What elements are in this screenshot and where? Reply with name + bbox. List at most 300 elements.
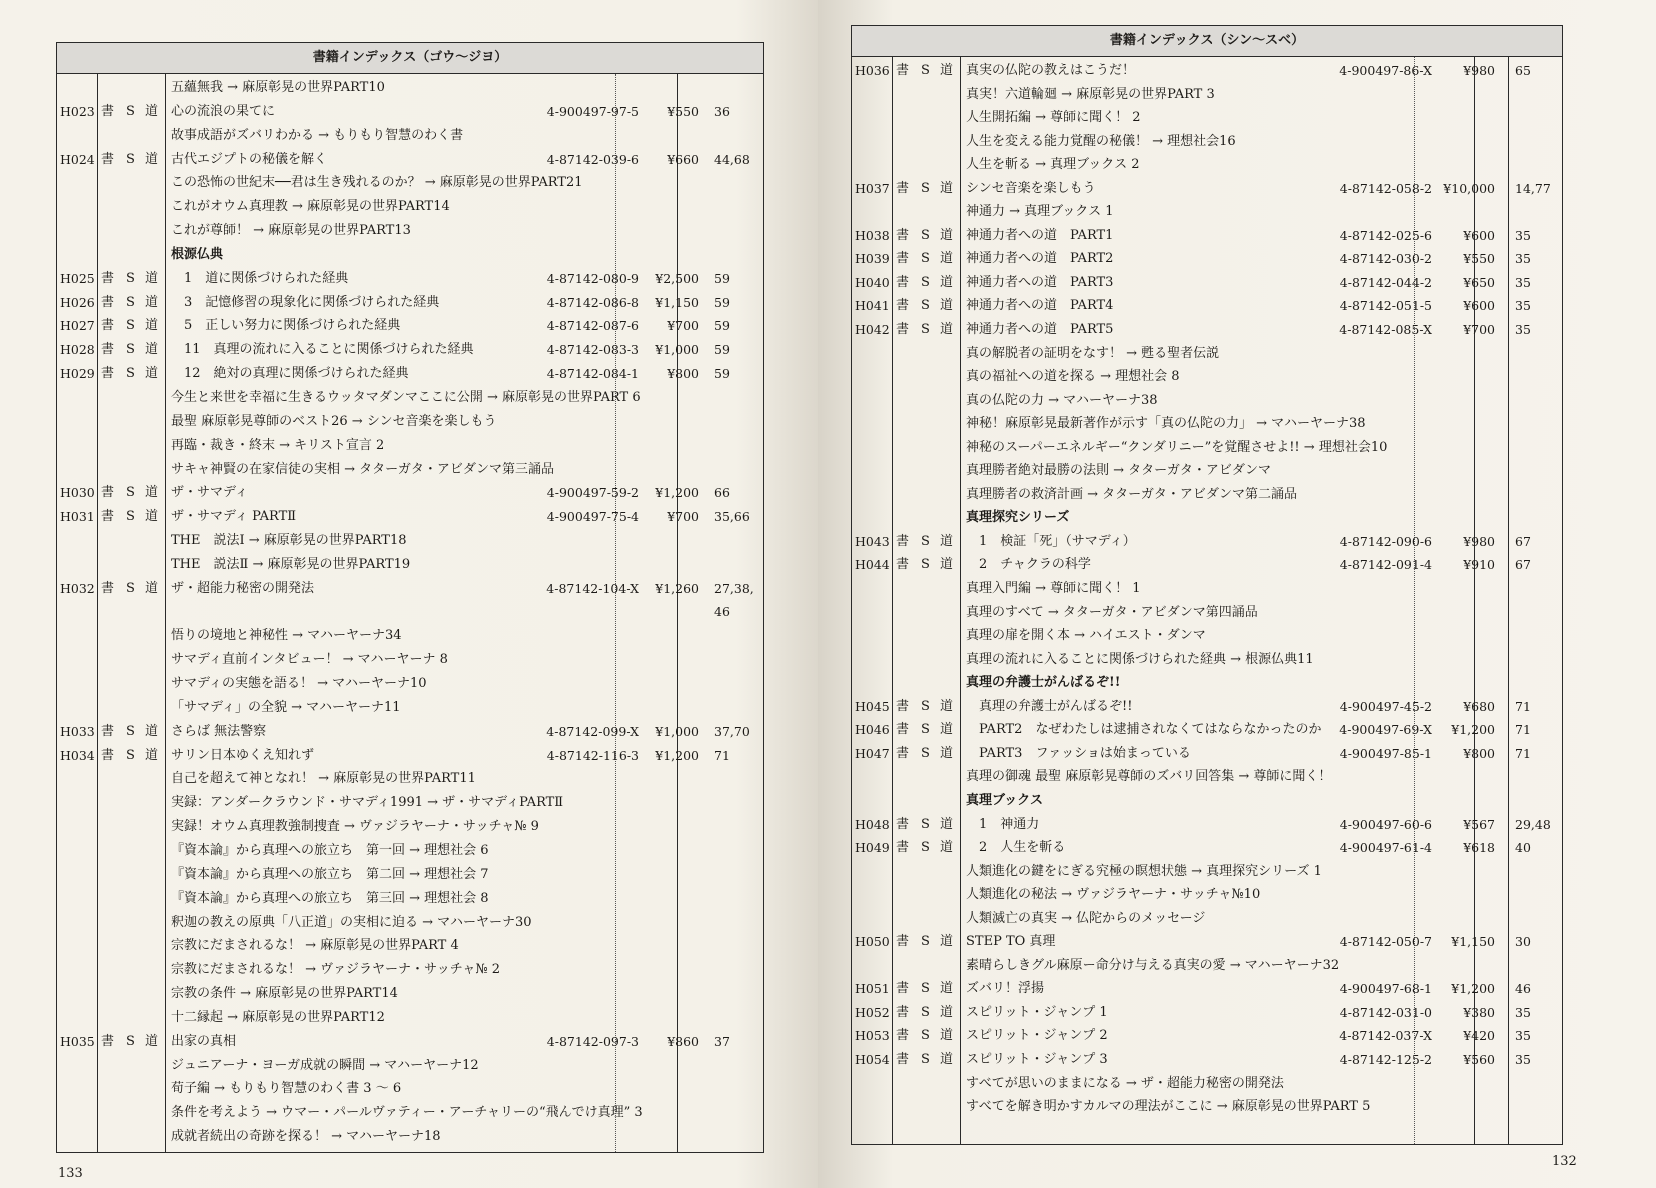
index-row bbox=[57, 410, 763, 434]
isbn: 4-87142-058-2 bbox=[1339, 180, 1432, 196]
book-code: H047 bbox=[855, 745, 890, 761]
media-mark: S bbox=[921, 274, 930, 290]
page-refs: 37 bbox=[714, 1033, 730, 1049]
book-title: 心の流浪の果てに bbox=[171, 103, 276, 119]
page-refs: 59 bbox=[714, 342, 730, 358]
index-row bbox=[57, 267, 763, 291]
media-mark: 書 bbox=[101, 151, 115, 167]
media-mark: 書 bbox=[101, 580, 115, 596]
book-code: H030 bbox=[60, 485, 95, 501]
book-title: 2 人生を斬る bbox=[966, 840, 1066, 856]
left-page bbox=[0, 0, 818, 1188]
price: ¥650 bbox=[1463, 274, 1495, 290]
index-row bbox=[852, 695, 1562, 719]
isbn: 4-900497-61-4 bbox=[1339, 840, 1432, 856]
price: ¥1,000 bbox=[655, 342, 699, 358]
index-row bbox=[57, 243, 763, 267]
book-title: 3 記憶修習の現象化に関係づけられた経典 bbox=[171, 294, 440, 310]
book-title: THE 説法Ⅰ → 麻原彰晃の世界PART18 bbox=[171, 533, 407, 549]
price: ¥2,500 bbox=[655, 270, 699, 286]
book-code: H054 bbox=[855, 1051, 890, 1067]
book-title: 人生を変える能力覚醒の秘儀！ → 理想社会16 bbox=[966, 133, 1236, 149]
index-row bbox=[57, 76, 763, 100]
index-row bbox=[852, 742, 1562, 766]
page-refs: 65 bbox=[1515, 63, 1531, 78]
index-row bbox=[57, 577, 763, 625]
page-refs: 30 bbox=[1515, 934, 1531, 950]
media-mark: 道 bbox=[145, 509, 159, 525]
isbn: 4-87142-025-6 bbox=[1339, 227, 1432, 243]
price: ¥1,200 bbox=[655, 485, 699, 501]
index-row bbox=[852, 294, 1562, 318]
price: ¥600 bbox=[1463, 298, 1495, 314]
index-row bbox=[57, 219, 763, 243]
isbn: 4-900497-85-1 bbox=[1339, 745, 1432, 761]
book-title: 神通力者への道 PART1 bbox=[966, 227, 1114, 243]
media-mark: S bbox=[126, 509, 135, 525]
media-mark: S bbox=[126, 294, 135, 310]
page-number: 133 bbox=[58, 1166, 83, 1181]
media-mark: 道 bbox=[940, 840, 954, 856]
book-title: スピリット・ジャンプ 3 bbox=[966, 1051, 1108, 1067]
isbn: 4-87142-037-X bbox=[1339, 1028, 1432, 1044]
media-mark: 書 bbox=[896, 533, 910, 549]
index-row bbox=[852, 365, 1562, 389]
media-mark: 道 bbox=[145, 580, 159, 596]
isbn: 4-87142-086-8 bbox=[546, 294, 639, 310]
page-refs: 67 bbox=[1515, 557, 1531, 573]
media-mark: S bbox=[921, 698, 930, 714]
index-row bbox=[57, 505, 763, 529]
book-title: 宗教の条件 → 麻原彰晃の世界PART14 bbox=[171, 986, 398, 1002]
book-title: 五蘊無我 → 麻原彰晃の世界PART10 bbox=[171, 80, 385, 95]
book-title: ザ・サマディ bbox=[171, 485, 248, 501]
index-row bbox=[57, 982, 763, 1006]
book-code: H027 bbox=[60, 318, 95, 334]
index-row bbox=[852, 459, 1562, 483]
book-code: H024 bbox=[60, 151, 95, 167]
book-title: さらば 無法警察 bbox=[171, 723, 267, 739]
media-mark: S bbox=[921, 745, 930, 761]
book-title: サマディ直前インタビュー！ → マハーヤーナ 8 bbox=[171, 652, 448, 668]
page-refs: 27,38, 46 bbox=[714, 580, 754, 619]
index-row bbox=[852, 813, 1562, 837]
media-mark: S bbox=[921, 981, 930, 997]
book-title: 神通力者への道 PART2 bbox=[966, 251, 1114, 267]
index-row bbox=[57, 124, 763, 148]
index-row bbox=[57, 1077, 763, 1101]
book-title: サキャ神賢の在家信徒の実相 → タターガタ・アビダンマ第三誦品 bbox=[171, 461, 555, 477]
media-mark: 道 bbox=[145, 270, 159, 286]
isbn: 4-900497-45-2 bbox=[1339, 698, 1432, 714]
book-code: H041 bbox=[855, 298, 890, 314]
index-row bbox=[57, 338, 763, 362]
isbn: 4-900497-69-X bbox=[1339, 722, 1432, 738]
book-title: 真実！六道輪廻 → 麻原彰晃の世界PART 3 bbox=[966, 86, 1215, 102]
book-title: この恐怖の世紀末──君は生き残れるのか？ → 麻原彰晃の世界PART21 bbox=[171, 175, 583, 191]
page-refs: 35 bbox=[1515, 274, 1531, 290]
media-mark: 道 bbox=[940, 1004, 954, 1020]
book-code: H038 bbox=[855, 227, 890, 243]
index-row bbox=[57, 434, 763, 458]
index-row bbox=[57, 791, 763, 815]
book-title: これがオウム真理教 → 麻原彰晃の世界PART14 bbox=[171, 199, 450, 215]
media-mark: 書 bbox=[896, 981, 910, 997]
book-title: 成就者続出の奇跡を探る！ → マハーヤーナ18 bbox=[171, 1129, 441, 1145]
price: ¥1,260 bbox=[655, 580, 699, 596]
price: ¥800 bbox=[1463, 745, 1495, 761]
media-mark: 書 bbox=[101, 366, 115, 382]
index-row bbox=[852, 200, 1562, 224]
index-row bbox=[852, 342, 1562, 366]
book-title: 条件を考えよう → ウマー・パールヴァティー・アーチャリーの“飛んでけ真理” 3 bbox=[171, 1105, 643, 1121]
book-code: H031 bbox=[60, 509, 95, 525]
book-title: 5 正しい努力に関係づけられた経典 bbox=[171, 318, 401, 334]
media-mark: 書 bbox=[896, 1028, 910, 1044]
book-title: 今生と来世を幸福に生きるウッタマダンマここに公開 → 麻原彰晃の世界PART 6 bbox=[171, 389, 641, 405]
book-title: スピリット・ジャンプ 1 bbox=[966, 1004, 1108, 1020]
index-row bbox=[852, 506, 1562, 530]
index-row bbox=[57, 887, 763, 911]
index-rows bbox=[852, 59, 1562, 1119]
book-title: 1 道に関係づけられた経典 bbox=[171, 270, 349, 286]
media-mark: S bbox=[921, 557, 930, 573]
book-title: 神秘のスーパーエネルギー“クンダリニー”を覚醒させよ!! → 理想社会10 bbox=[966, 439, 1388, 455]
media-mark: 書 bbox=[896, 698, 910, 714]
book-title: THE 説法Ⅱ → 麻原彰晃の世界PART19 bbox=[171, 556, 411, 572]
isbn: 4-900497-86-X bbox=[1339, 63, 1432, 78]
price: ¥700 bbox=[1463, 322, 1495, 338]
isbn: 4-900497-75-4 bbox=[546, 509, 639, 525]
media-mark: 道 bbox=[145, 294, 159, 310]
price: ¥600 bbox=[1463, 227, 1495, 243]
price: ¥800 bbox=[667, 366, 699, 382]
media-mark: 書 bbox=[101, 318, 115, 334]
media-mark: S bbox=[126, 270, 135, 286]
media-mark: 道 bbox=[940, 698, 954, 714]
isbn: 4-87142-097-3 bbox=[546, 1033, 639, 1049]
index-row bbox=[57, 1030, 763, 1054]
book-code: H042 bbox=[855, 322, 890, 338]
media-mark: 道 bbox=[940, 981, 954, 997]
isbn: 4-87142-083-3 bbox=[546, 342, 639, 358]
index-row bbox=[57, 458, 763, 482]
media-mark: S bbox=[126, 103, 135, 119]
index-row bbox=[57, 815, 763, 839]
book-title: 最聖 麻原彰晃尊師のベスト26 → シンセ音楽を楽しもう bbox=[171, 413, 497, 429]
media-mark: 道 bbox=[145, 723, 159, 739]
media-mark: 道 bbox=[145, 485, 159, 501]
index-row bbox=[852, 318, 1562, 342]
index-row bbox=[57, 911, 763, 935]
book-title: 真理の御魂 最聖 麻原彰晃尊師のズバリ回答集 → 尊師に聞く！ bbox=[966, 769, 1332, 785]
index-row bbox=[57, 744, 763, 768]
book-title: 悟りの境地と神秘性 → マハーヤーナ34 bbox=[171, 628, 402, 644]
page-refs: 71 bbox=[1515, 698, 1531, 714]
price: ¥567 bbox=[1463, 816, 1495, 832]
index-row bbox=[852, 860, 1562, 884]
book-code: H035 bbox=[60, 1033, 95, 1049]
index-row bbox=[57, 839, 763, 863]
page-refs: 66 bbox=[714, 485, 730, 501]
index-row bbox=[57, 863, 763, 887]
index-row bbox=[852, 789, 1562, 813]
book-title: 12 絶対の真理に関係づけられた経典 bbox=[171, 366, 409, 382]
media-mark: 書 bbox=[896, 1004, 910, 1020]
page-refs: 71 bbox=[1515, 722, 1531, 738]
book-title: ズバリ！浮揚 bbox=[966, 981, 1045, 997]
media-mark: S bbox=[921, 533, 930, 549]
media-mark: 書 bbox=[101, 509, 115, 525]
media-mark: S bbox=[921, 840, 930, 856]
book-title: 宗教にだまされるな！ → ヴァジラヤーナ・サッチャ№ 2 bbox=[171, 962, 501, 978]
price: ¥700 bbox=[667, 509, 699, 525]
book-title: 宗教にだまされるな！ → 麻原彰晃の世界PART 4 bbox=[171, 938, 459, 954]
index-row bbox=[852, 1095, 1562, 1119]
index-row bbox=[852, 1001, 1562, 1025]
price: ¥1,000 bbox=[655, 723, 699, 739]
page-refs: 35,66 bbox=[714, 509, 750, 525]
index-row bbox=[57, 648, 763, 672]
index-row bbox=[57, 1054, 763, 1078]
page-refs: 59 bbox=[714, 366, 730, 382]
media-mark: S bbox=[126, 747, 135, 763]
book-title: 神通力者への道 PART4 bbox=[966, 298, 1114, 314]
book-title: すべてが思いのままになる → ザ・超能力秘密の開発法 bbox=[966, 1075, 1284, 1091]
page-refs: 44,68 bbox=[714, 151, 750, 167]
index-row bbox=[852, 412, 1562, 436]
index-row bbox=[852, 1024, 1562, 1048]
book-title: 真理の弁護士がんばるぞ!! bbox=[966, 698, 1133, 714]
book-code: H033 bbox=[60, 723, 95, 739]
index-row bbox=[852, 883, 1562, 907]
price: ¥1,150 bbox=[1451, 934, 1495, 950]
book-title: 真理の弁護士がんばるぞ!! bbox=[966, 675, 1121, 691]
index-row bbox=[852, 177, 1562, 201]
book-title: 2 チャクラの科学 bbox=[966, 557, 1091, 573]
book-code: H053 bbox=[855, 1028, 890, 1044]
media-mark: 書 bbox=[896, 816, 910, 832]
book-title: 『資本論』から真理への旅立ち 第二回 → 理想社会 7 bbox=[171, 866, 489, 882]
book-code: H044 bbox=[855, 557, 890, 573]
index-row bbox=[57, 171, 763, 195]
media-mark: 書 bbox=[896, 180, 910, 196]
price: ¥550 bbox=[1463, 251, 1495, 267]
book-title: 神通力 → 真理ブックス 1 bbox=[966, 204, 1114, 220]
book-title: 真理入門編 → 尊師に聞く！ 1 bbox=[966, 581, 1141, 597]
page-refs: 35 bbox=[1515, 251, 1531, 267]
media-mark: 道 bbox=[145, 747, 159, 763]
media-mark: S bbox=[921, 1028, 930, 1044]
page-refs: 35 bbox=[1515, 298, 1531, 314]
book-code: H049 bbox=[855, 840, 890, 856]
book-title: 人類滅亡の真実 → 仏陀からのメッセージ bbox=[966, 910, 1206, 926]
page-refs: 35 bbox=[1515, 322, 1531, 338]
media-mark: S bbox=[126, 342, 135, 358]
media-mark: S bbox=[126, 580, 135, 596]
media-mark: S bbox=[921, 322, 930, 338]
price: ¥910 bbox=[1463, 557, 1495, 573]
isbn: 4-87142-090-6 bbox=[1339, 533, 1432, 549]
page-refs: 40 bbox=[1515, 840, 1531, 856]
index-row bbox=[57, 934, 763, 958]
book-code: H052 bbox=[855, 1004, 890, 1020]
book-title: これが尊師！ → 麻原彰晃の世界PART13 bbox=[171, 223, 411, 239]
isbn: 4-87142-116-3 bbox=[546, 747, 639, 763]
book-title: 真理勝者の救済計画 → タターガタ・アビダンマ第二誦品 bbox=[966, 486, 1298, 502]
index-row bbox=[57, 720, 763, 744]
index-row bbox=[852, 153, 1562, 177]
book-title: 『資本論』から真理への旅立ち 第一回 → 理想社会 6 bbox=[171, 843, 489, 858]
page-refs: 35 bbox=[1515, 1004, 1531, 1020]
media-mark: S bbox=[126, 366, 135, 382]
price: ¥660 bbox=[667, 151, 699, 167]
page-refs: 71 bbox=[1515, 745, 1531, 761]
book-title: サマディの実態を語る！ → マハーヤーナ10 bbox=[171, 676, 427, 692]
media-mark: 道 bbox=[940, 251, 954, 267]
isbn: 4-900497-97-5 bbox=[546, 103, 639, 119]
index-row bbox=[852, 718, 1562, 742]
index-table-left bbox=[56, 42, 764, 1153]
book-title: 釈迦の教えの原典「八正道」の実相に迫る → マハーヤーナ30 bbox=[171, 914, 532, 930]
book-code: H045 bbox=[855, 698, 890, 714]
media-mark: 道 bbox=[940, 934, 954, 950]
page-refs: 59 bbox=[714, 318, 730, 334]
book-title: 再臨・裁き・終末 → キリスト宣言 2 bbox=[171, 437, 385, 453]
index-row bbox=[852, 247, 1562, 271]
index-row bbox=[57, 100, 763, 124]
index-row bbox=[852, 648, 1562, 672]
page-refs: 37,70 bbox=[714, 723, 750, 739]
book-title: 実録！オウム真理教強制捜査 → ヴァジラヤーナ・サッチャ№ 9 bbox=[171, 819, 539, 835]
book-title: ザ・超能力秘密の開発法 bbox=[171, 580, 315, 596]
media-mark: 道 bbox=[940, 557, 954, 573]
media-mark: S bbox=[126, 151, 135, 167]
book-code: H051 bbox=[855, 981, 890, 997]
book-title: 11 真理の流れに入ることに関係づけられた経典 bbox=[171, 342, 474, 358]
isbn: 4-87142-084-1 bbox=[546, 366, 639, 382]
index-row bbox=[57, 481, 763, 505]
book-code: H025 bbox=[60, 270, 95, 286]
media-mark: 道 bbox=[940, 1051, 954, 1067]
index-rows bbox=[57, 76, 763, 1149]
media-mark: 道 bbox=[145, 366, 159, 382]
isbn: 4-900497-68-1 bbox=[1339, 981, 1432, 997]
price: ¥680 bbox=[1463, 698, 1495, 714]
book-title: 神秘！麻原彰晃最新著作が示す「真の仏陀の力」 → マハーヤーナ38 bbox=[966, 416, 1366, 432]
isbn: 4-87142-099-X bbox=[546, 723, 639, 739]
book-title: 真理の扉を開く本 → ハイエスト・ダンマ bbox=[966, 628, 1206, 644]
media-mark: 書 bbox=[101, 747, 115, 763]
index-row bbox=[852, 271, 1562, 295]
index-row bbox=[852, 106, 1562, 130]
book-title: 実録：アンダークラウンド・サマディ1991 → ザ・サマディPARTⅡ bbox=[171, 795, 564, 811]
page-refs: 59 bbox=[714, 270, 730, 286]
media-mark: 書 bbox=[896, 745, 910, 761]
page-refs: 14,77 bbox=[1515, 180, 1551, 196]
page-refs: 35 bbox=[1515, 1028, 1531, 1044]
media-mark: S bbox=[126, 723, 135, 739]
media-mark: S bbox=[921, 298, 930, 314]
media-mark: 書 bbox=[896, 227, 910, 243]
isbn: 4-87142-085-X bbox=[1339, 322, 1432, 338]
book-title: 出家の真相 bbox=[171, 1033, 237, 1049]
price: ¥1,200 bbox=[1451, 981, 1495, 997]
media-mark: S bbox=[921, 816, 930, 832]
media-mark: S bbox=[126, 1033, 135, 1049]
index-row bbox=[57, 148, 763, 172]
media-mark: 道 bbox=[940, 180, 954, 196]
media-mark: 書 bbox=[896, 1051, 910, 1067]
book-code: H028 bbox=[60, 342, 95, 358]
index-row bbox=[852, 130, 1562, 154]
book-title: ジュニアーナ・ヨーガ成就の瞬間 → マハーヤーナ12 bbox=[171, 1057, 479, 1073]
isbn: 4-87142-031-0 bbox=[1339, 1004, 1432, 1020]
media-mark: 書 bbox=[896, 934, 910, 950]
index-row bbox=[57, 529, 763, 553]
isbn: 4-87142-091-4 bbox=[1339, 557, 1432, 573]
page-refs: 46 bbox=[1515, 981, 1531, 997]
book-title: 荀子編 → もりもり智慧のわく書 3 〜 6 bbox=[171, 1081, 402, 1097]
book-title: シンセ音楽を楽しもう bbox=[966, 180, 1096, 196]
media-mark: S bbox=[921, 227, 930, 243]
price: ¥1,200 bbox=[655, 747, 699, 763]
price: ¥618 bbox=[1463, 840, 1495, 856]
index-row bbox=[852, 954, 1562, 978]
isbn: 4-87142-087-6 bbox=[546, 318, 639, 334]
index-row bbox=[57, 1101, 763, 1125]
media-mark: 書 bbox=[101, 294, 115, 310]
book-title: 古代エジプトの秘儀を解く bbox=[171, 151, 328, 167]
index-row bbox=[57, 1125, 763, 1149]
index-row bbox=[57, 624, 763, 648]
book-code: H039 bbox=[855, 251, 890, 267]
index-row bbox=[852, 907, 1562, 931]
media-mark: 道 bbox=[145, 103, 159, 119]
index-row bbox=[852, 224, 1562, 248]
book-title: 1 神通力 bbox=[966, 816, 1040, 832]
index-row bbox=[57, 1006, 763, 1030]
book-code: H043 bbox=[855, 533, 890, 549]
index-row bbox=[852, 836, 1562, 860]
book-title: 人類進化の鍵をにぎる究極の瞑想状態 → 真理探究シリーズ 1 bbox=[966, 863, 1322, 879]
media-mark: 道 bbox=[940, 1028, 954, 1044]
index-row bbox=[852, 436, 1562, 460]
media-mark: 書 bbox=[101, 342, 115, 358]
media-mark: 書 bbox=[896, 298, 910, 314]
index-row bbox=[852, 671, 1562, 695]
isbn: 4-900497-60-6 bbox=[1339, 816, 1432, 832]
page-refs: 71 bbox=[714, 747, 730, 763]
page-refs: 36 bbox=[714, 103, 730, 119]
media-mark: 道 bbox=[145, 151, 159, 167]
media-mark: 書 bbox=[101, 485, 115, 501]
media-mark: 道 bbox=[940, 63, 954, 78]
book-code: H036 bbox=[855, 63, 890, 78]
book-title: 「サマディ」の全貌 → マハーヤーナ11 bbox=[171, 699, 401, 715]
book-code: H040 bbox=[855, 274, 890, 290]
book-title: 『資本論』から真理への旅立ち 第三回 → 理想社会 8 bbox=[171, 890, 489, 906]
price: ¥10,000 bbox=[1443, 180, 1495, 196]
media-mark: S bbox=[921, 722, 930, 738]
price: ¥980 bbox=[1463, 533, 1495, 549]
book-code: H050 bbox=[855, 934, 890, 950]
price: ¥380 bbox=[1463, 1004, 1495, 1020]
index-row bbox=[852, 530, 1562, 554]
book-title: PART3 ファッショは始まっている bbox=[966, 745, 1191, 761]
book-title: 真の仏陀の力 → マハーヤーナ38 bbox=[966, 392, 1158, 408]
media-mark: 書 bbox=[896, 840, 910, 856]
